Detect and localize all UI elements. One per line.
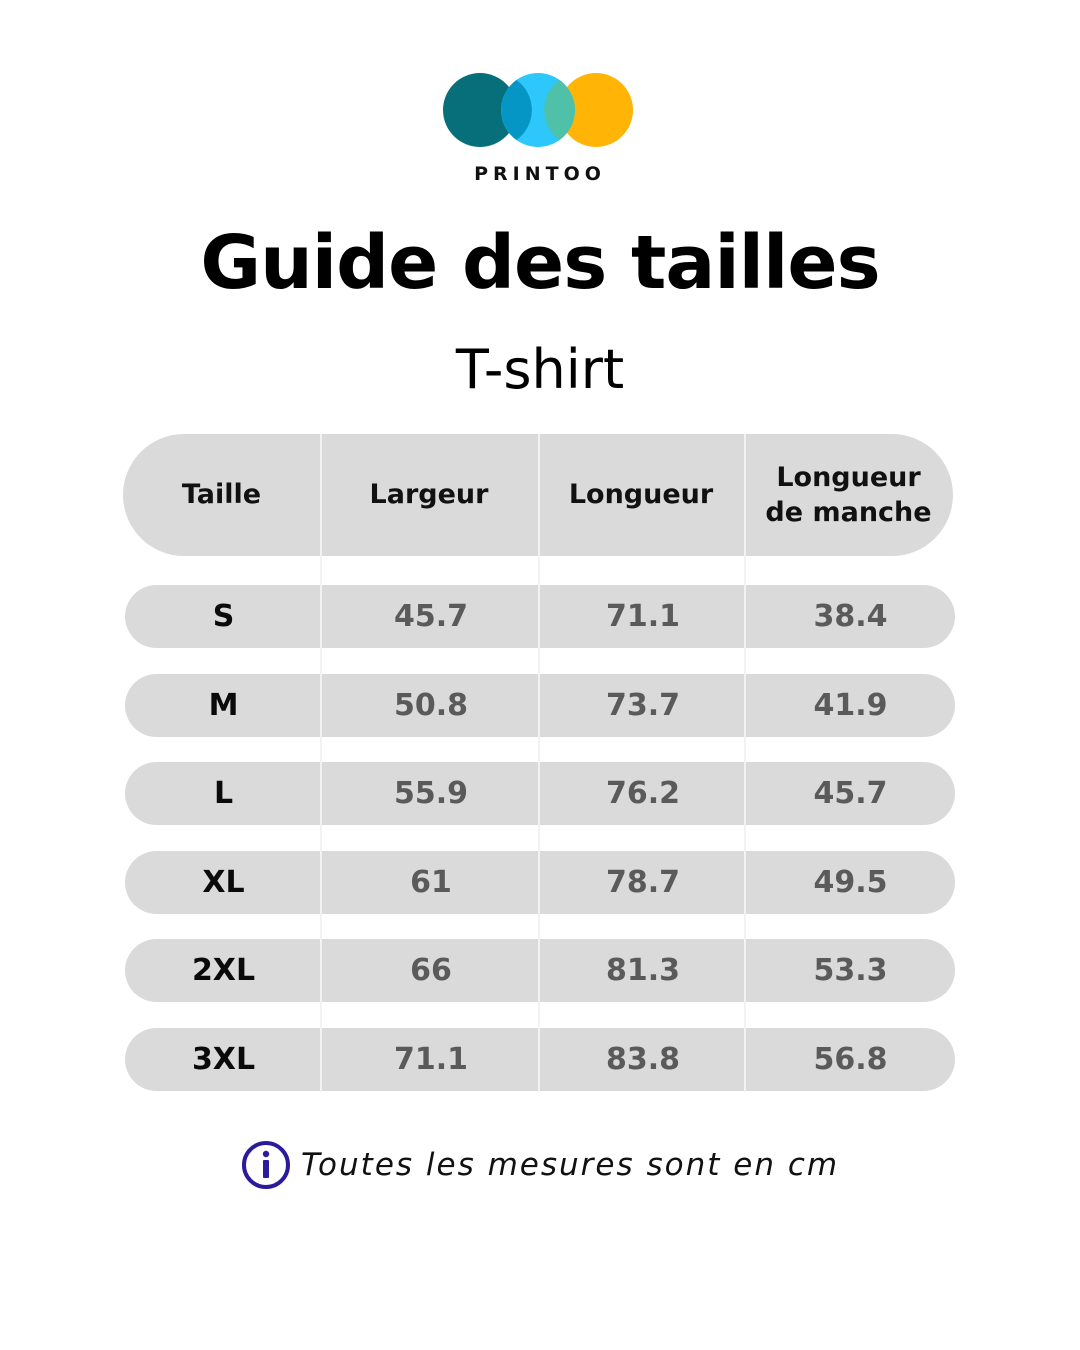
cell-size: M: [208, 688, 239, 723]
cell-length: 78.7: [605, 865, 681, 900]
table-row: [125, 939, 955, 1002]
column-divider: [538, 434, 540, 1092]
info-icon: [241, 1140, 291, 1190]
table-row: [125, 1028, 955, 1091]
brand-name: PRINTOO: [474, 163, 606, 185]
cell-width: 66: [410, 953, 452, 988]
cell-length: 83.8: [605, 1042, 681, 1077]
header-sleeve-length: Longueur de manche: [765, 461, 932, 528]
cell-width: 61: [410, 865, 452, 900]
column-divider: [320, 434, 322, 1092]
table-row: [125, 762, 955, 825]
cell-sleeve: 45.7: [813, 776, 888, 811]
measurement-note: [0, 1140, 1080, 1190]
cell-sleeve: 41.9: [813, 688, 888, 723]
cell-length: 81.3: [605, 953, 681, 988]
page-subtitle: T-shirt: [455, 338, 625, 401]
page-title: Guide des tailles: [200, 220, 880, 306]
cell-size: XL: [202, 865, 245, 900]
cell-size: L: [213, 776, 234, 811]
column-divider: [744, 434, 746, 1092]
cell-width: 55.9: [393, 776, 469, 811]
table-row: [125, 674, 955, 737]
cell-length: 76.2: [605, 776, 681, 811]
logo-circles-icon: [440, 70, 636, 150]
cell-sleeve: 56.8: [813, 1042, 888, 1077]
cell-size: S: [212, 599, 235, 634]
cell-width: 45.7: [393, 599, 469, 634]
note-text: Toutes les mesures sont en cm: [300, 1147, 840, 1183]
header-size: Taille: [181, 479, 262, 511]
cell-length: 73.7: [605, 688, 681, 723]
cell-sleeve: 53.3: [813, 953, 888, 988]
cell-sleeve: 49.5: [813, 865, 888, 900]
cell-width: 50.8: [393, 688, 469, 723]
cell-size: 2XL: [191, 953, 256, 988]
header-length: Longueur: [568, 479, 714, 511]
header-width: Largeur: [369, 479, 489, 511]
table-row: [125, 585, 955, 648]
cell-width: 71.1: [393, 1042, 469, 1077]
cell-size: 3XL: [191, 1042, 256, 1077]
cell-length: 71.1: [605, 599, 681, 634]
cell-sleeve: 38.4: [813, 599, 888, 634]
table-row: [125, 851, 955, 914]
